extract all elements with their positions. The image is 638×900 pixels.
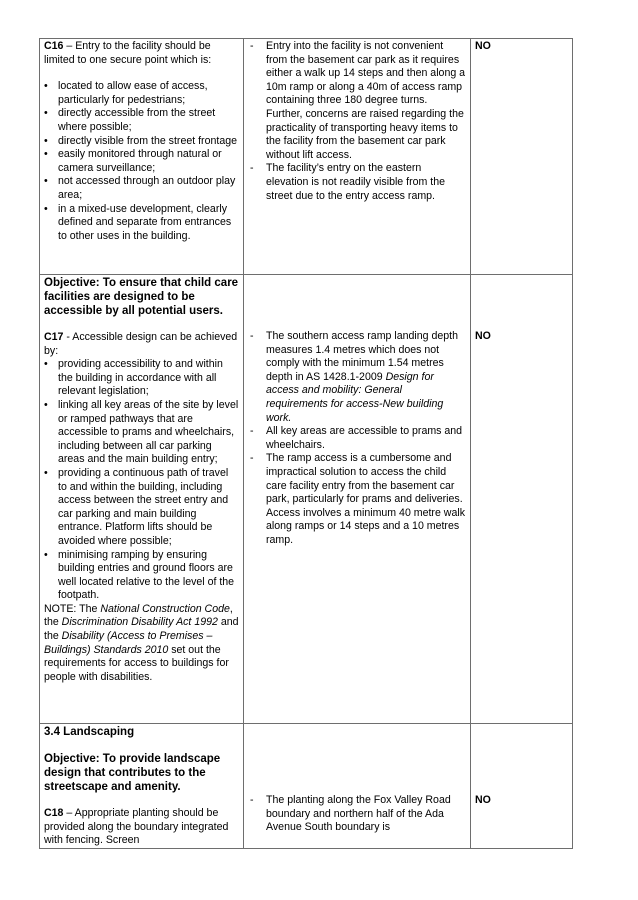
objective-heading: Objective: To ensure that child care facilities are designed to be accessible by all potential users. xyxy=(44,277,239,317)
list-item: - All key areas are accessible to prams and wheelchairs. xyxy=(248,425,466,452)
table-row-c16 xyxy=(40,39,573,275)
list-item: • directly visible from the street frontage xyxy=(44,135,239,149)
control-code: C16 xyxy=(44,40,64,52)
list-item: - Entry into the facility is not convenient from the basement car park as it requires either a walk up 14 steps and then along a 10m ramp or along a 40m of access ramp containing three 180 degree turns. Further, concerns are raised regarding the practicality of transporting heavy items to the facility from the basement car park without lift access. xyxy=(248,40,466,162)
compliance-cell-c17 xyxy=(471,275,573,724)
document-page xyxy=(39,38,572,848)
compliance-cell-c16 xyxy=(471,39,573,275)
table-row-c17 xyxy=(40,275,573,724)
compliance-badge: NO xyxy=(475,794,491,806)
compliance-badge: NO xyxy=(475,40,491,52)
control-c17-intro: C17 - Accessible design can be achieved by: xyxy=(44,331,238,357)
compliance-badge: NO xyxy=(475,330,491,342)
list-item: - The planting along the Fox Valley Road boundary and northern half of the Ada Avenue South boundary is xyxy=(248,794,466,835)
comment-cell-c16 xyxy=(244,39,471,275)
comment-list xyxy=(248,330,466,548)
compliance-table xyxy=(39,38,573,849)
list-item: • providing accessibility to and within the building in accordance with all relevant legislation; xyxy=(44,358,239,399)
list-item: • located to allow ease of access, particularly for pedestrians; xyxy=(44,80,239,107)
comment-cell-c18 xyxy=(244,724,471,849)
control-code: C18 xyxy=(44,807,64,819)
list-item: • not accessed through an outdoor play area; xyxy=(44,175,239,202)
comment-list xyxy=(248,794,466,835)
control-c18-intro: C18 – Appropriate planting should be provided along the boundary integrated with fencing. Screen xyxy=(44,807,229,847)
list-item: - The southern access ramp landing depth measures 1.4 metres which does not comply with the minimum 1.54 metres depth in AS 1428.1-2009 Design for access and mobility: General requirements for access-New building work. xyxy=(248,330,466,425)
legislation-note: NOTE: The National Construction Code, the Discrimination Disability Act 1992 and the Disability (Access to Premises – Buildings) Standards 2010 set out the requirements for access to buildings for people with disabilities. xyxy=(44,602,239,683)
list-item: • providing a continuous path of travel to and within the building, including access between the street entry and car parking and main building entrance. Platform lifts should be avoided where possible; xyxy=(44,467,239,549)
section-heading: 3.4 Landscaping xyxy=(44,726,135,738)
control-c17-bullets xyxy=(44,358,239,603)
control-c16-intro: C16 – Entry to the facility should be limited to one secure point which is: xyxy=(44,40,212,66)
list-item: - The ramp access is a cumbersome and impractical solution to access the child care facility entry from the basement car park, particularly for prams and deliveries. Access involves a minimum 40 metre walk along ramps or 14 steps and a 10 metres ramp. xyxy=(248,452,466,547)
control-cell-c17 xyxy=(40,275,244,724)
list-item: - The facility’s entry on the eastern elevation is not readily visible from the street due to the entry access ramp. xyxy=(248,162,466,203)
control-cell-c16 xyxy=(40,39,244,275)
list-item: • easily monitored through natural or camera surveillance; xyxy=(44,148,239,175)
list-item: • in a mixed-use development, clearly defined and separate from entrances to other uses in the building. xyxy=(44,203,239,244)
compliance-cell-c18 xyxy=(471,724,573,849)
objective-heading: Objective: To provide landscape design that contributes to the streetscape and amenity. xyxy=(44,753,221,793)
list-item: • directly accessible from the street where possible; xyxy=(44,107,239,134)
comment-list xyxy=(248,40,466,203)
table-row-c18 xyxy=(40,724,573,849)
control-c16-bullets xyxy=(44,80,239,243)
comment-cell-c17 xyxy=(244,275,471,724)
control-cell-c18 xyxy=(40,724,244,849)
control-code: C17 xyxy=(44,331,64,343)
list-item: • minimising ramping by ensuring building entries and ground floors are well located relative to the level of the footpath. xyxy=(44,549,239,603)
list-item: • linking all key areas of the site by level or ramped pathways that are accessible to prams and wheelchairs, including between all car parking areas and the main building entry; xyxy=(44,399,239,467)
